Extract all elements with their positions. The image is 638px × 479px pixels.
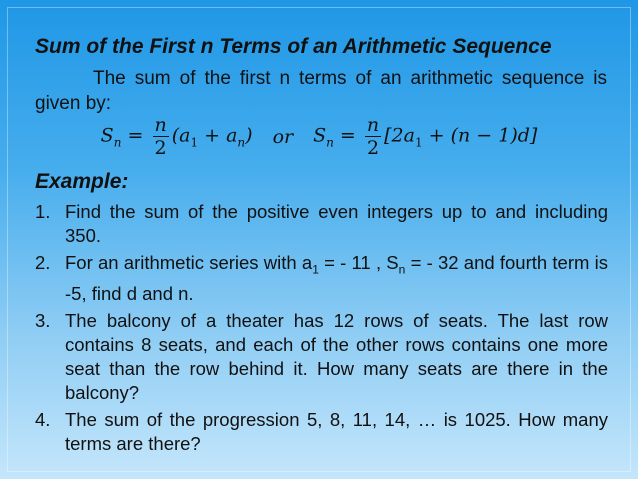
formula-left-fraction <box>152 115 168 158</box>
formula-left-lhs: S <box>100 124 114 147</box>
list-item-subscript: 1 <box>312 262 319 277</box>
formula-connector: or <box>272 125 294 148</box>
formula-right-equals: = <box>333 124 362 147</box>
list-item <box>35 309 608 405</box>
list-item-text-part: = - 11 , S <box>318 252 399 273</box>
list-item <box>35 200 608 248</box>
list-item-text: Find the sum of the positive even integers up to and including 350. <box>65 201 608 246</box>
list-item-number: 2. <box>35 252 51 273</box>
list-item <box>35 251 608 306</box>
formula-right <box>313 115 537 158</box>
list-item <box>35 408 608 456</box>
formula-left-body-mid: + a <box>198 124 238 147</box>
formula-right-sub1: 1 <box>414 135 423 150</box>
example-list <box>35 200 608 459</box>
formula-right-fraction <box>365 115 381 158</box>
formula-left-body-open: (a <box>171 124 191 147</box>
list-item-number: 4. <box>35 408 51 430</box>
list-item-text: The sum of the progression 5, 8, 11, 14, … is 1025. How many terms are there? <box>65 408 608 454</box>
formula-left-numerator: n <box>154 114 167 136</box>
formula-left-equals: = <box>121 124 150 147</box>
formula-right-denominator: 2 <box>366 137 380 159</box>
formula-right-body-open: [2a <box>384 124 415 147</box>
list-item-text-part: For an arithmetic series with a <box>65 252 313 273</box>
list-item-text <box>65 251 608 306</box>
list-item-number: 3. <box>35 309 51 331</box>
sum-formula <box>0 115 638 158</box>
slide-title: Sum of the First n Terms of an Arithmetic Sequence <box>35 35 552 58</box>
formula-right-lhs: S <box>313 124 327 147</box>
list-item-text: The balcony of a theater has 12 rows of seats. The last row contains 8 seats, and each of the other rows contains one more seat than the row behind it. How many seats are there in the balcony? <box>65 309 608 403</box>
intro-paragraph <box>35 66 607 116</box>
formula-left-body-close: ) <box>245 124 253 147</box>
list-item-text-part: = - 32 and fourth term is -5, find d and n. <box>65 252 608 304</box>
formula-left-denominator: 2 <box>154 137 167 159</box>
formula-right-lhs-sub: n <box>326 135 334 150</box>
formula-left <box>101 115 253 158</box>
intro-text: The sum of the first n terms of an arithmetic sequence is given by: <box>35 68 607 114</box>
formula-right-numerator: n <box>366 114 380 136</box>
formula-left-sub2: n <box>237 135 246 150</box>
formula-right-body-rest: + (n − 1)d] <box>422 124 538 147</box>
formula-left-lhs-sub: n <box>113 135 122 150</box>
list-item-number: 1. <box>35 201 51 222</box>
example-heading: Example: <box>35 170 129 193</box>
formula-left-sub1: 1 <box>190 135 199 150</box>
list-item-subscript: n <box>398 262 406 277</box>
